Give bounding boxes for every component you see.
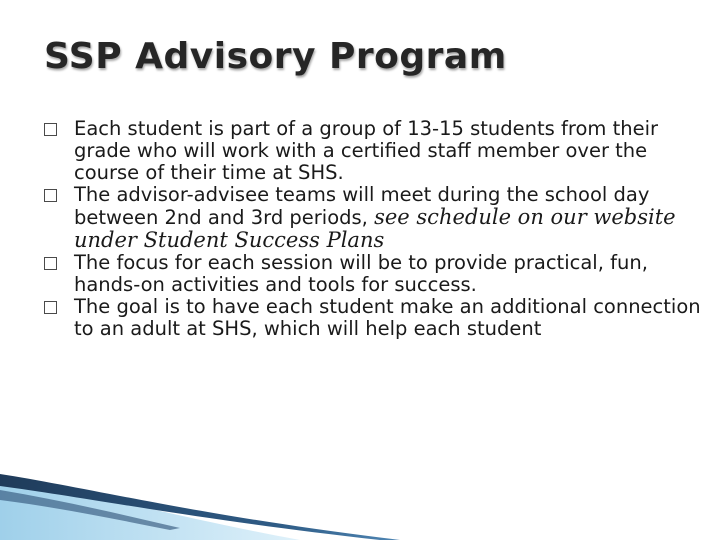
hollow-square-bullet-icon [44,301,57,314]
bullet-item [44,118,704,184]
bullet-item [44,252,704,296]
slide-title: SSP Advisory Program [44,36,507,77]
bullet-item [44,184,704,252]
bullet-text: The goal is to have each student make an additional connection to an adult at SHS, which will help each student [74,295,701,340]
bullet-text: Each student is part of a group of 13-15 students from their grade who will work with a certified staff member over the course of their time at SHS. [74,117,659,184]
bullet-text: The focus for each session will be to provide practical, fun, hands-on activities and tools for success. [74,251,648,296]
hollow-square-bullet-icon [44,123,57,136]
corner-swoosh-graphic [0,450,400,540]
bullet-item [44,296,704,340]
hollow-square-bullet-icon [44,189,57,202]
bullet-list [44,118,704,340]
bullet-text: The advisor-advisee teams will meet during the school day between 2nd and 3rd periods, [74,183,650,229]
bullet-emphasis-text: see schedule on our website under Student Success Plans [74,205,676,252]
hollow-square-bullet-icon [44,257,57,270]
